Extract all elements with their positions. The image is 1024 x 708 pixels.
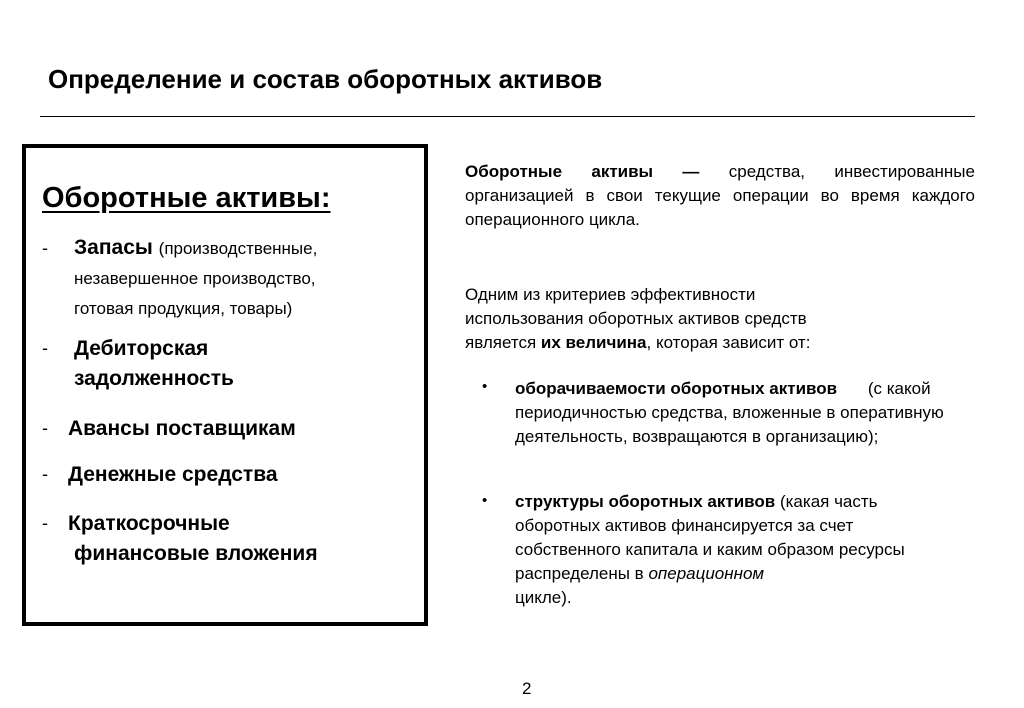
bullet-italic: операционном [648, 564, 765, 583]
bullet-icon: • [482, 492, 488, 509]
list-item-inventory [74, 233, 404, 323]
list-item-note: незавершенное производство, [74, 269, 316, 288]
list-item-label: Авансы поставщикам [68, 417, 296, 440]
list-dash: - [42, 513, 48, 533]
list-item-label: Денежные средства [68, 463, 278, 486]
criterion-line: Одним из критериев эффективности [465, 285, 756, 304]
bullet-bold: структуры оборотных активов [515, 492, 776, 511]
bullet-text: (какая часть оборотных активов финансируется за счет собственного капитала и каким образом ресурсы распределены в [515, 492, 905, 583]
bullet-text: какой периодичностью средства, вложенные в оперативную деятельность, возвращаются в организацию); [515, 379, 944, 446]
definition-text: средства, инвестированные организацией в свои текущие операции во время каждого операционного цикла. [465, 162, 975, 229]
page-number: 2 [522, 679, 532, 698]
list-item-cash [68, 460, 278, 490]
criterion-paragraph [465, 283, 895, 355]
bullet-bold: оборачиваемости оборотных активов [515, 379, 838, 398]
bullet-text: (с [867, 379, 882, 398]
list-dash: - [42, 464, 48, 484]
list-item-label: задолженность [74, 367, 234, 390]
list-item-investments [68, 509, 318, 569]
list-dash: - [42, 338, 48, 358]
bullet-text: цикле). [515, 588, 572, 607]
list-item-label: Дебиторская [74, 337, 209, 360]
bullet-structure [515, 490, 955, 610]
list-dash: - [42, 238, 48, 258]
criterion-line: является [465, 333, 537, 352]
list-item-label: финансовые вложения [74, 542, 318, 565]
current-assets-box [22, 144, 428, 626]
bullet-turnover [515, 377, 955, 449]
definition-paragraph [465, 160, 975, 232]
criterion-line: использования оборотных активов средств [465, 309, 807, 328]
list-item-note: готовая продукция, товары) [74, 299, 293, 318]
box-title: Оборотные активы: [42, 182, 331, 214]
slide-title: Определение и состав оборотных активов [48, 64, 603, 94]
criterion-line: , которая зависит от: [646, 333, 811, 352]
list-item-advances [68, 414, 296, 444]
list-item-note: (производственные, [158, 239, 318, 258]
list-item-label: Краткосрочные [68, 512, 230, 535]
list-item-receivables [74, 334, 234, 394]
list-item-label: Запасы [74, 236, 153, 259]
criterion-emphasis: их величина [540, 333, 647, 352]
bullet-icon: • [482, 378, 488, 395]
list-dash: - [42, 418, 48, 438]
definition-term: Оборотные активы — [465, 162, 700, 181]
title-divider [40, 116, 975, 117]
